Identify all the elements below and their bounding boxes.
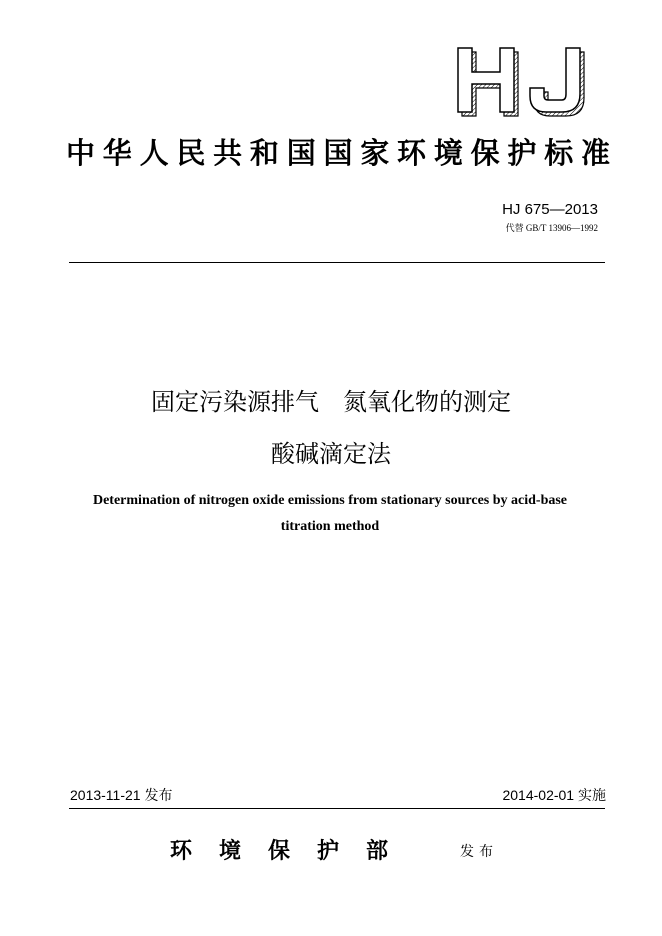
chinese-title-line-2: 酸碱滴定法 [271, 440, 391, 468]
implementation-date: 2014-02-01 实施 [502, 787, 606, 803]
issue-date: 2013-11-21 发布 [70, 787, 173, 803]
issuing-authority: 环境保护部 [170, 838, 416, 864]
hj-logo [452, 46, 592, 120]
replaces-standard: 代替 GB/T 13906—1992 [505, 223, 598, 233]
top-divider [69, 262, 605, 263]
english-title: Determination of nitrogen oxide emissions from stationary sources by acid-base titration method [92, 493, 568, 534]
issued-label: 发布 [460, 844, 498, 860]
organization-title: 中华人民共和国国家环境保护标准 [66, 136, 611, 170]
chinese-title-line-1: 固定污染源排气 氮氧化物的测定 [151, 388, 511, 416]
standard-number: HJ 675—2013 [502, 201, 598, 218]
bottom-divider [69, 808, 605, 809]
